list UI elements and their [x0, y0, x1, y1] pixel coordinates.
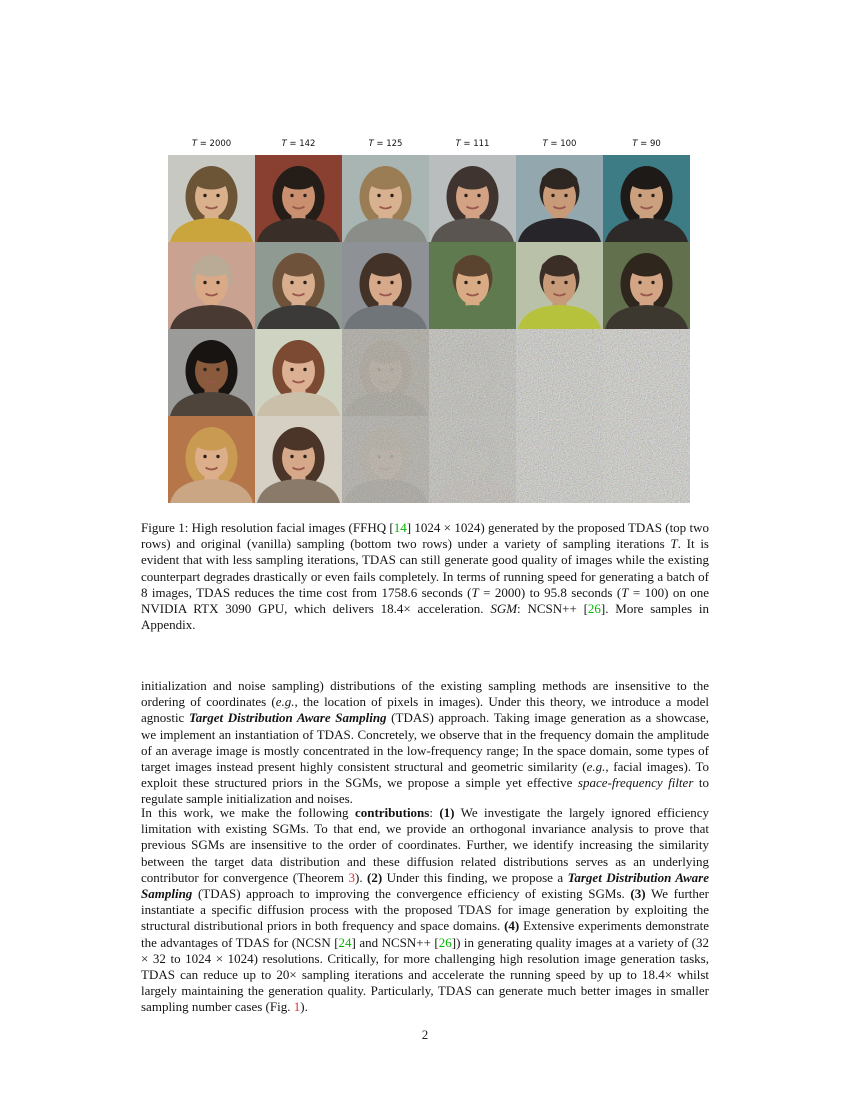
text-segment: initialization and noise sampling) distributions of the existing sampling methods are insensitive to the ordering of coordinates ( [141, 678, 709, 710]
text-segment: contributions [354, 805, 430, 820]
face-sample-cell-2-2 [255, 242, 342, 329]
text-segment: ] 1024 × 1024) generated by the proposed TDAS (top two rows) and original (vanilla) sampling (bottom two rows) under a variety of sampling iterations [141, 520, 709, 552]
text-segment: to regulate sample initialization and noises. [141, 775, 709, 807]
face-sample-cell-2-1 [168, 242, 255, 329]
face-sample-cell-3-6 [603, 329, 690, 416]
face-sample-cell-3-5 [516, 329, 603, 416]
text-segment: We further instantiate a specific diffusion process with the proposed TDAS for image generation by exploiting the structural distributional priors in both frequency and space domains. [141, 886, 709, 934]
text-segment: : [429, 805, 440, 820]
text-segment: ]) in generating quality images at a variety of (32 × 32 to 1024 × 1024) resolutions. Critically, for more challenging high resolution image generation tasks, TDAS can reduce up to 20× sampling iterations and accelerate the running speed by up to 18.4× whilst largely maintaining the generation quality. Particularly, TDAS can generate much better images in smaller sampling number cases (Fig. [141, 934, 709, 1015]
text-segment: (1) [439, 805, 455, 820]
figure-column-label: T = 111 [455, 139, 490, 149]
text-segment: (TDAS) approach. Taking image generation as a showcase, we implement an instantiation of TDAS. Concretely, we observe that in the frequency domain the amplitude of an average image is mostly concentrated in the low-frequency range; In the space domain, some types of target images instead present highly consistent structural and geometric similarity ( [141, 710, 710, 775]
face-sample-cell-2-4 [429, 242, 516, 329]
text-segment: T [471, 584, 479, 600]
citation-link[interactable]: 14 [393, 520, 407, 535]
face-sample-cell-1-1 [168, 155, 255, 242]
text-segment: ] and NCSN++ [ [351, 934, 439, 950]
figure-column-label: T = 125 [368, 139, 403, 149]
text-segment: ]. More samples in Appendix. [141, 601, 710, 633]
face-sample-cell-1-4 [429, 155, 516, 242]
figure-image-grid [168, 155, 690, 503]
face-sample-cell-4-3 [342, 416, 429, 503]
body-paragraph-2 [141, 805, 709, 1016]
figure-column-labels [168, 139, 690, 149]
text-segment: Under this finding, we propose a [382, 869, 568, 885]
face-sample-cell-1-2 [255, 155, 342, 242]
face-sample-cell-3-1 [168, 329, 255, 416]
face-sample-cell-4-4 [429, 416, 516, 503]
text-segment: e.g. [586, 759, 606, 775]
face-sample-cell-4-2 [255, 416, 342, 503]
face-sample-cell-3-3 [342, 329, 429, 416]
text-segment: Figure 1: High resolution facial images (FFHQ [ [141, 520, 394, 535]
text-segment: , facial images). To exploit these structured priors in the SGMs, we propose a simple yet effective [141, 759, 709, 791]
text-segment: e.g. [275, 694, 295, 710]
face-sample-cell-4-6 [603, 416, 690, 503]
citation-link[interactable]: 26 [587, 601, 601, 617]
text-segment: Target Distribution Aware Sampling [141, 869, 709, 902]
text-segment: (3) [630, 886, 646, 902]
text-segment: (TDAS) approach to improving the convergence efficiency of existing SGMs. [192, 886, 631, 902]
text-segment: : NCSN++ [ [517, 601, 588, 617]
text-segment: (4) [504, 918, 520, 934]
text-segment: , the location of pixels in images). Under this theory, we introduce a model agnostic [141, 694, 710, 726]
text-segment: In this work, we make the following [141, 805, 355, 820]
body-paragraph-1 [141, 678, 709, 808]
face-sample-cell-1-6 [603, 155, 690, 242]
text-segment: ). [300, 999, 308, 1015]
figure-column-label: T = 90 [632, 139, 661, 149]
text-segment: Extensive experiments demonstrate the advantages of TDAS for (NCSN [ [141, 918, 709, 950]
text-segment: space-frequency filter [577, 775, 694, 791]
face-sample-cell-3-2 [255, 329, 342, 416]
figure-caption [141, 520, 709, 633]
face-sample-cell-1-3 [342, 155, 429, 242]
text-segment: . It is evident that with less sampling iterations, TDAS can still generate good quality of images while the existing counterpart degrades drastically or even fails completely. In terms of running speed for generating a batch of 8 images, TDAS reduces the time cost from 1758.6 seconds ( [141, 536, 709, 600]
text-segment: = 100) on one NVIDIA RTX 3090 GPU, which delivers 18.4× acceleration. [141, 584, 709, 617]
face-sample-cell-2-3 [342, 242, 429, 329]
face-sample-cell-4-1 [168, 416, 255, 503]
ref-link[interactable]: 3 [348, 869, 355, 885]
face-sample-cell-2-6 [603, 242, 690, 329]
text-segment: SGM [490, 601, 518, 617]
page-number: 2 [421, 1027, 429, 1042]
figure-column-label: T = 100 [542, 139, 577, 149]
face-sample-cell-3-4 [429, 329, 516, 416]
text-segment: We investigate the largely ignored efficiency limitation with existing SGMs. To that end, we provide an orthogonal invariance analysis to prove that previous SGMs are insensitive to the order of coordinates. Further, we identify increasing the similarity between the target data distribution and these diffusion related distributions serves as an underlying contributor for convergence (Theorem [141, 805, 709, 885]
face-sample-cell-1-5 [516, 155, 603, 242]
figure-column-label: T = 142 [281, 139, 316, 149]
citation-link[interactable]: 24 [338, 934, 352, 950]
face-sample-cell-4-5 [516, 416, 603, 503]
text-segment: Target Distribution Aware Sampling [188, 710, 387, 726]
face-sample-cell-2-5 [516, 242, 603, 329]
text-segment: T [621, 584, 629, 600]
text-segment: ). [354, 869, 368, 885]
text-segment: (2) [367, 869, 383, 885]
citation-link[interactable]: 26 [438, 934, 452, 950]
figure-column-label: T = 2000 [191, 139, 232, 149]
ref-link[interactable]: 1 [293, 999, 301, 1015]
text-segment: = 2000) to 95.8 seconds ( [478, 584, 622, 600]
text-segment: T [670, 536, 678, 552]
